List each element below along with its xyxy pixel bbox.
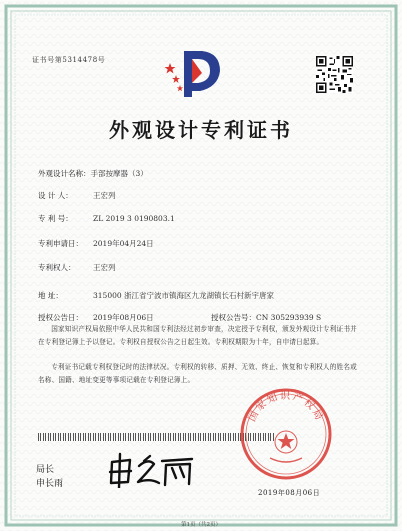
page-indicator: 第1页（共2页） (181, 522, 221, 528)
filing-date-row (38, 238, 154, 249)
qr-code-icon (316, 56, 353, 93)
design-name-value: 手部按摩器（3） (90, 169, 148, 178)
address-value: 315000 浙江省宁波市镇海区九龙湖镇长石村新宇唐家 (93, 291, 275, 300)
patentee-row (38, 262, 116, 273)
filing-date-label: 专利申请日： (38, 239, 83, 248)
address-label: 地 址： (38, 291, 63, 300)
designer-row (38, 190, 116, 201)
grant-paragraph: 国家知识产权局依照中华人民共和国专利法经过初步审查，决定授予专利权，颁发外观设计专利证书并在专利登记簿上予以登记。专利权自授权公告之日起生效。专利权期限为十年，自申请日起算。 (38, 325, 357, 346)
grant-number-value: CN 305293939 S (256, 313, 322, 322)
barcode-strip-icon (38, 433, 274, 441)
grant-number-label: 授权公告号： (211, 313, 256, 322)
official-seal-icon (240, 388, 332, 480)
seal-text: 国家知识产权局 (246, 390, 326, 424)
design-name-row (38, 168, 148, 179)
seal-date: 2019年08月06日 (258, 489, 321, 497)
director-name: 申长雨 (36, 479, 64, 489)
designer-label: 设 计 人： (38, 191, 73, 200)
patentee-value: 王宏列 (93, 263, 116, 272)
designer-value: 王宏列 (93, 191, 116, 200)
director-signature (104, 452, 199, 488)
address-row (38, 290, 274, 301)
director-title: 局长 (36, 465, 55, 475)
certificate-title: 外观设计专利证书 (109, 118, 293, 142)
filing-date-value: 2019年04月24日 (93, 239, 154, 248)
grant-row (38, 312, 321, 323)
svg-text:国家知识产权局 (246, 390, 326, 424)
patent-number-label: 专 利 号： (38, 214, 73, 223)
design-name-label: 外观设计名称： (38, 169, 91, 178)
certificate-number: 证书号第5314478号 (32, 56, 106, 64)
patent-number-value: ZL 2019 3 0190803.1 (93, 214, 175, 223)
patentee-label: 专利权人： (38, 263, 76, 272)
grant-date-value: 2019年08月06日 (93, 313, 154, 322)
status-paragraph: 专利证书记载专利权登记时的法律状况。专利权的转移、质押、无效、终止、恢复和专利权人的姓名或名称、国籍、地址变更等事项记载在专利登记簿上。 (38, 363, 357, 384)
grant-date-label: 授权公告日： (38, 313, 83, 322)
cnipa-logo-icon (162, 45, 232, 101)
patent-number-row (38, 213, 175, 224)
